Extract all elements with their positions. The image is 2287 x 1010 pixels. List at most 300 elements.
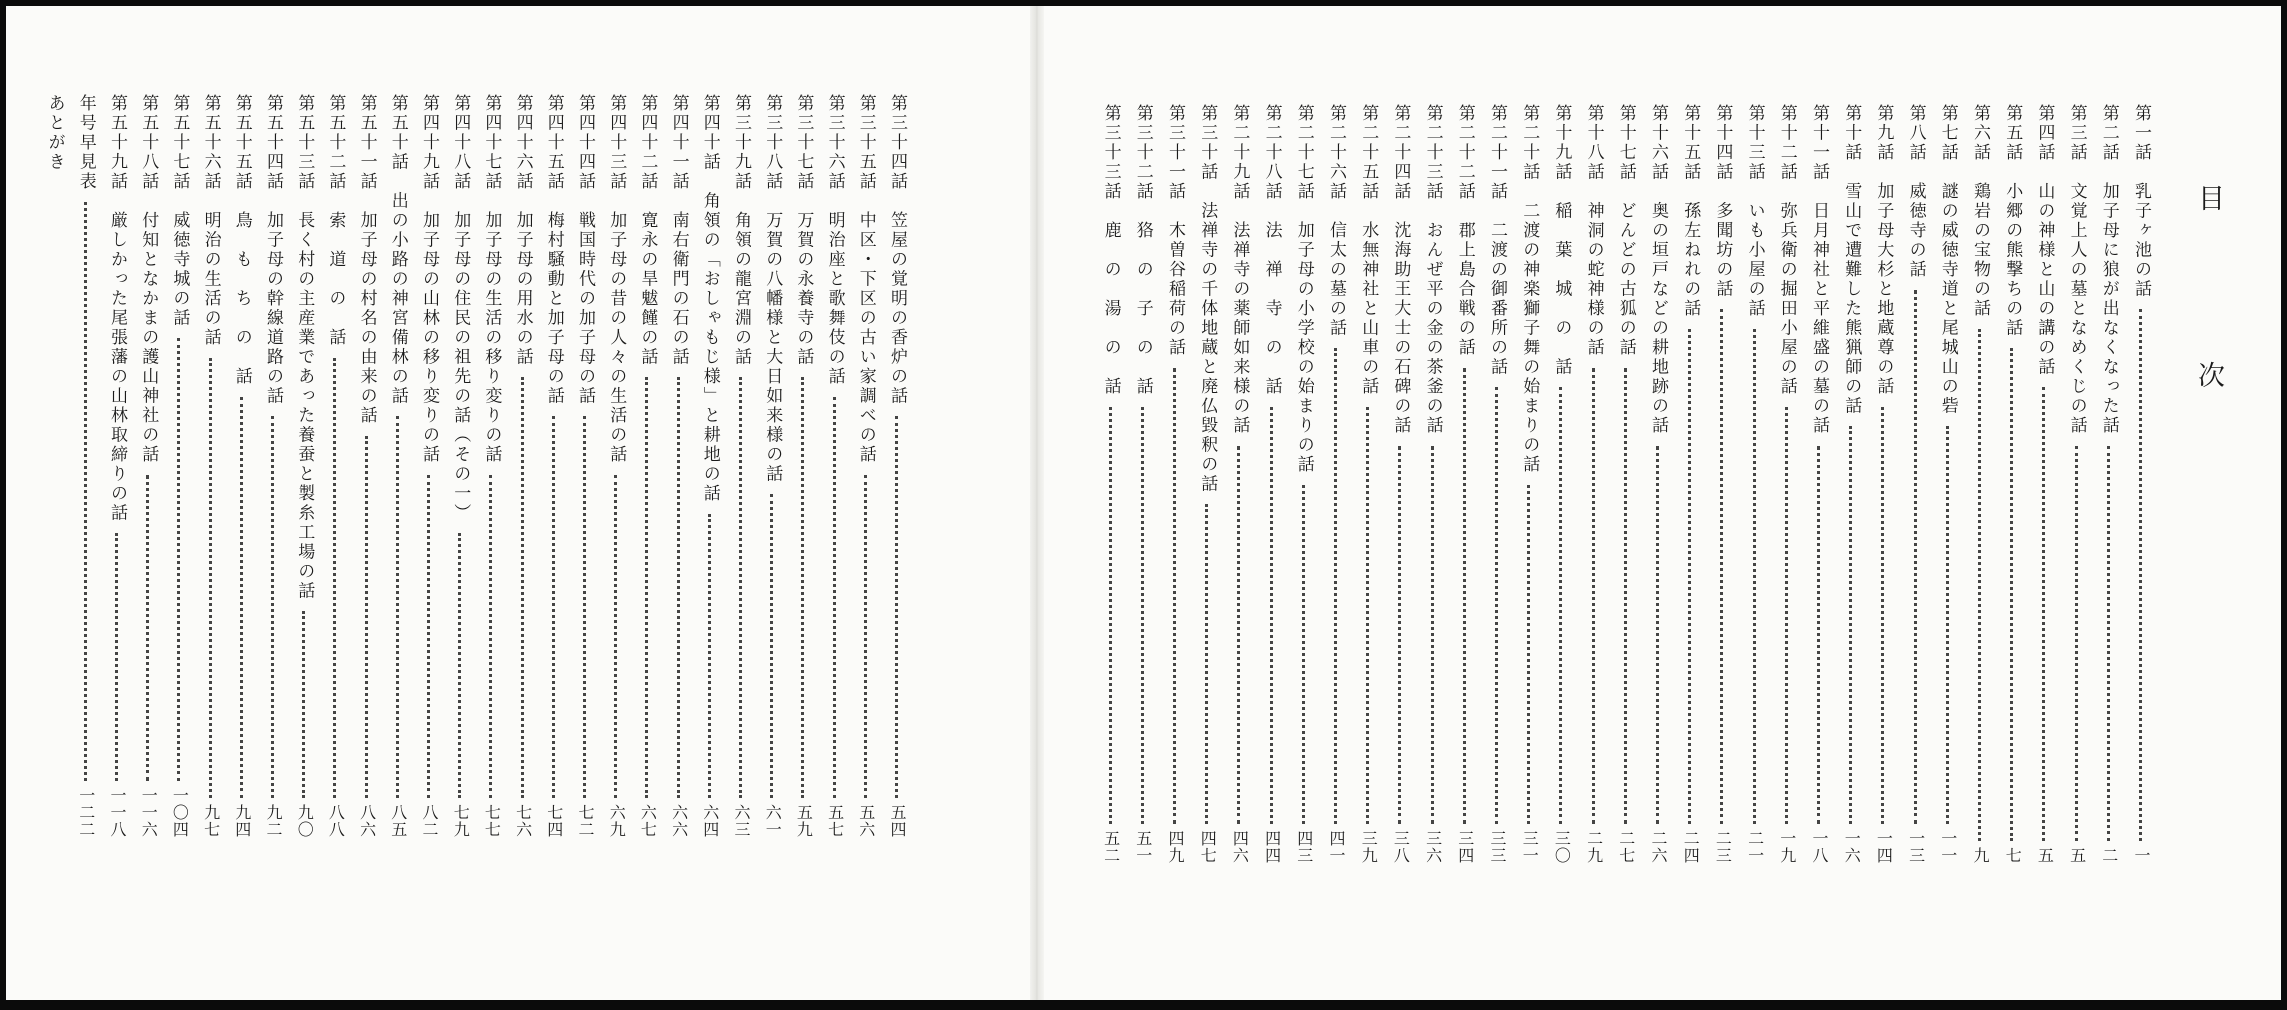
toc-entry[interactable] — [445, 6, 475, 1000]
chapter-number: 第四十一話 — [668, 94, 689, 192]
chapter-title: いも小屋の話 — [1744, 201, 1765, 319]
chapter-number: 第五十話 — [387, 94, 408, 172]
toc-entry[interactable] — [1611, 6, 1641, 1000]
toc-entry-text — [1321, 104, 1351, 338]
toc-entry[interactable] — [1353, 6, 1383, 1000]
dot-leader — [1366, 407, 1369, 825]
chapter-title: 索 道 の 話 — [325, 211, 346, 348]
toc-entry[interactable] — [788, 6, 818, 1000]
dot-leader — [1205, 504, 1208, 824]
chapter-title: 水無神社と山車の話 — [1358, 221, 1379, 397]
chapter-title: 梅村騒動と加子母の話 — [543, 211, 564, 406]
chapter-number: 第三十七話 — [793, 94, 814, 192]
dot-leader — [2042, 387, 2045, 841]
toc-entry[interactable] — [1289, 6, 1319, 1000]
toc-entry-text — [320, 94, 350, 348]
dot-leader — [1334, 348, 1337, 824]
chapter-title: 加子母の住民の祖先の話（その一） — [450, 211, 471, 523]
toc-entry-text — [851, 94, 881, 465]
chapter-title: 奥の垣戸などの耕地跡の話 — [1648, 201, 1668, 436]
toc-entry[interactable] — [414, 6, 444, 1000]
chapter-title: 万賀の永養寺の話 — [793, 211, 814, 367]
chapter-number: 年号早見表 — [75, 94, 96, 192]
toc-entry-text — [164, 94, 194, 328]
chapter-title: 加子母の幹線道路の話 — [263, 211, 283, 406]
page-number: 七七 — [482, 804, 502, 838]
page-number: 八六 — [357, 804, 377, 838]
toc-entry[interactable] — [1965, 6, 1995, 1000]
chapter-number: 第十五話 — [1680, 104, 1701, 182]
toc-entry-text — [102, 94, 132, 523]
chapter-title: 雪山で遭難した熊猟師の話 — [1841, 182, 1862, 416]
page-number: 六七 — [638, 804, 658, 838]
chapter-number: あとがき — [44, 94, 65, 172]
toc-entry[interactable] — [1224, 6, 1254, 1000]
dot-leader — [1431, 446, 1434, 825]
toc-entry-text — [1579, 104, 1609, 358]
page-number: 二 — [2099, 847, 2119, 864]
toc-entry[interactable] — [102, 6, 132, 1000]
dot-leader — [1720, 309, 1723, 824]
chapter-title: 南右衛門の石の話 — [668, 211, 689, 367]
page-number: 一一八 — [108, 787, 127, 838]
toc-entry[interactable] — [476, 6, 506, 1000]
dot-leader — [1785, 407, 1788, 825]
page-number: 七二 — [576, 804, 595, 838]
toc-entry[interactable] — [1836, 6, 1866, 1000]
toc-entry-text — [40, 94, 70, 172]
page-number: 一 — [2132, 847, 2151, 864]
toc-entry[interactable] — [1257, 6, 1287, 1000]
toc-entry-text — [1192, 104, 1222, 494]
chapter-title: 神洞の蛇神様の話 — [1583, 201, 1604, 358]
toc-entry[interactable] — [1740, 6, 1770, 1000]
page-number: 二七 — [1616, 830, 1636, 864]
toc-entry-text — [1675, 104, 1705, 319]
chapter-title: 中区・下区の古い家調べの話 — [855, 211, 876, 465]
page-number: 八二 — [420, 804, 439, 838]
page-number: 三一 — [1520, 830, 1540, 864]
chapter-title: 乳子ヶ池の話 — [2131, 182, 2151, 299]
dot-leader — [489, 475, 492, 799]
chapter-title: 加子母の小学校の始まりの話 — [1293, 221, 1314, 475]
chapter-number: 第三十六話 — [824, 94, 845, 192]
toc-entry-text — [1836, 104, 1866, 416]
toc-entry[interactable] — [133, 6, 163, 1000]
page-number: 一〇四 — [170, 787, 190, 838]
dot-leader — [708, 514, 711, 799]
page-number: 二六 — [1649, 830, 1668, 864]
toc-entry[interactable] — [757, 6, 787, 1000]
toc-entry[interactable] — [1579, 6, 1609, 1000]
chapter-number: 第三十一話 — [1165, 104, 1185, 202]
toc-entry-text — [1289, 104, 1319, 475]
toc-entry[interactable] — [258, 6, 288, 1000]
chapter-title: 厳しかった尾張藩の山林取締りの話 — [107, 211, 127, 523]
toc-entry[interactable] — [1997, 6, 2027, 1000]
dot-leader — [302, 611, 305, 798]
page-number: 九七 — [201, 804, 221, 838]
page-number: 四六 — [1230, 830, 1250, 864]
chapter-title: 木曽谷稲荷の話 — [1165, 221, 1185, 358]
toc-entry[interactable] — [2062, 6, 2092, 1000]
chapter-number: 第十七話 — [1615, 104, 1636, 182]
toc-entry-text — [1868, 104, 1898, 397]
toc-entry[interactable] — [164, 6, 194, 1000]
dot-leader — [677, 377, 680, 798]
dot-leader — [1495, 387, 1498, 824]
toc-entry[interactable] — [1321, 6, 1351, 1000]
toc-entry[interactable] — [227, 6, 257, 1000]
chapter-title: 加子母大杉と地蔵尊の話 — [1873, 182, 1894, 397]
toc-entry-text — [289, 94, 319, 601]
toc-entry-text — [1418, 104, 1448, 436]
page-number: 九四 — [232, 804, 252, 838]
dot-leader — [1946, 426, 1949, 824]
toc-entry-text — [1257, 104, 1287, 397]
toc-entry[interactable] — [726, 6, 756, 1000]
toc-entry[interactable] — [851, 6, 881, 1000]
chapter-number: 第五十九話 — [107, 94, 127, 192]
chapter-title: 郡上島合戦の話 — [1454, 221, 1475, 358]
chapter-number: 第二十六話 — [1326, 104, 1346, 202]
page-number: 一一六 — [139, 787, 159, 838]
page-number: 七四 — [544, 804, 564, 838]
toc-entry-text — [2094, 104, 2124, 436]
chapter-number: 第三十八話 — [762, 94, 783, 192]
dot-leader — [521, 377, 524, 798]
toc-entry[interactable] — [196, 6, 226, 1000]
chapter-number: 第十三話 — [1744, 104, 1765, 182]
page-number: 三八 — [1391, 830, 1411, 864]
toc-entry[interactable] — [1643, 6, 1673, 1000]
page-number: 五一 — [1133, 830, 1153, 864]
chapter-number: 第十六話 — [1648, 104, 1668, 182]
chapter-number: 第十話 — [1841, 104, 1862, 163]
page-number: 三〇 — [1552, 830, 1572, 864]
page-number: 四四 — [1262, 830, 1282, 864]
chapter-title: 鹿 の 湯 の 話 — [1100, 221, 1121, 397]
toc-entry[interactable] — [1933, 6, 1963, 1000]
dot-leader — [1463, 368, 1466, 825]
toc-entry-text — [1901, 104, 1931, 280]
toc-entry-text — [1740, 104, 1770, 319]
chapter-title: 小郷の熊撃ちの話 — [2002, 182, 2023, 338]
dot-leader — [2075, 446, 2078, 842]
toc-entry-text — [695, 94, 725, 504]
toc-entry[interactable] — [2126, 6, 2156, 1000]
toc-entry-text — [539, 94, 569, 406]
dot-leader — [2139, 309, 2142, 841]
chapter-number: 第二十七話 — [1293, 104, 1314, 202]
page-number: 一四 — [1874, 830, 1894, 864]
page-number: 五 — [2067, 847, 2087, 864]
toc-entry-text — [632, 94, 662, 367]
toc-entry-text — [227, 94, 257, 387]
toc-entry[interactable] — [1192, 6, 1222, 1000]
page-number: 五四 — [888, 804, 907, 838]
toc-entry-text — [1611, 104, 1641, 358]
chapter-number: 第五十六話 — [200, 94, 221, 192]
page-number: 五七 — [825, 804, 845, 838]
toc-entry[interactable] — [1450, 6, 1480, 1000]
chapter-number: 第六話 — [1970, 104, 1990, 163]
page-number: 八五 — [388, 804, 408, 838]
chapter-number: 第五十五話 — [231, 94, 252, 192]
toc-entry[interactable] — [1482, 6, 1512, 1000]
toc-entry[interactable] — [2094, 6, 2124, 1000]
dot-leader — [146, 475, 149, 782]
chapter-title: 鳥 も ち の 話 — [231, 211, 252, 387]
chapter-number: 第七話 — [1937, 104, 1958, 163]
toc-entry-text — [1385, 104, 1415, 436]
chapter-title: 笠屋の覚明の香炉の話 — [887, 211, 907, 406]
page-number: 一九 — [1777, 830, 1797, 864]
toc-entry[interactable] — [71, 6, 101, 1000]
toc-entry-text — [352, 94, 382, 426]
chapter-number: 第四十六話 — [512, 94, 533, 192]
chapter-title: 加子母の山林の移り変りの話 — [419, 211, 439, 465]
page-number: 一三 — [1906, 830, 1926, 864]
page-number: 四一 — [1327, 830, 1346, 864]
toc-entry-text — [1353, 104, 1383, 397]
toc-entry[interactable] — [508, 6, 538, 1000]
dot-leader — [833, 397, 836, 799]
toc-entry[interactable] — [1385, 6, 1415, 1000]
chapter-number: 第四十二話 — [637, 94, 658, 192]
chapter-title: 加子母の昔の人々の生活の話 — [606, 211, 627, 465]
dot-leader — [864, 475, 867, 799]
toc-entry[interactable] — [1772, 6, 1802, 1000]
dot-leader — [2107, 446, 2110, 842]
toc-entry-text — [757, 94, 787, 484]
toc-entry-text — [726, 94, 756, 367]
toc-entry-text — [601, 94, 631, 465]
chapter-title: 威徳寺の話 — [1905, 182, 1926, 280]
dot-leader — [427, 475, 430, 799]
page-number: 二九 — [1584, 830, 1604, 864]
chapter-number: 第十一話 — [1809, 104, 1829, 182]
page-number: 六九 — [607, 804, 627, 838]
toc-entry[interactable] — [570, 6, 600, 1000]
page-number: 三三 — [1488, 830, 1507, 864]
dot-leader — [1109, 407, 1112, 825]
toc-entry[interactable] — [383, 6, 413, 1000]
page-number: 五二 — [1101, 830, 1121, 864]
toc-entry-text — [1804, 104, 1834, 436]
chapter-number: 第十二話 — [1776, 104, 1797, 182]
chapter-title: 信太の墓の話 — [1326, 221, 1346, 338]
toc-entry[interactable] — [664, 6, 694, 1000]
chapter-number: 第二十九話 — [1229, 104, 1250, 202]
page-number: 一八 — [1810, 830, 1829, 864]
dot-leader — [458, 533, 461, 798]
chapter-number: 第四十五話 — [543, 94, 564, 192]
page-number: 六一 — [763, 804, 783, 838]
dot-leader — [115, 533, 118, 781]
toc-entry-text — [1643, 104, 1673, 436]
page-number: 九 — [1971, 847, 1990, 864]
toc-entry-text — [2062, 104, 2092, 436]
chapter-number: 第八話 — [1905, 104, 1926, 163]
toc-entry[interactable] — [601, 6, 631, 1000]
toc-entry-text — [196, 94, 226, 348]
chapter-number: 第九話 — [1873, 104, 1894, 163]
chapter-number: 第三十二話 — [1132, 104, 1153, 202]
page-number: 九〇 — [295, 804, 315, 838]
page-number: 五九 — [794, 804, 814, 838]
toc-entry[interactable] — [1675, 6, 1705, 1000]
chapter-number: 第一話 — [2131, 104, 2151, 163]
chapter-title: 加子母の用水の話 — [512, 211, 533, 367]
chapter-title: 狢 の 子 の 話 — [1132, 221, 1153, 397]
toc-entry[interactable] — [1418, 6, 1448, 1000]
book-gutter — [1030, 6, 1044, 1000]
dot-leader — [552, 416, 555, 798]
toc-entry-text — [1965, 104, 1995, 319]
toc-entry-text — [1997, 104, 2027, 338]
page-number: 六四 — [700, 804, 720, 838]
toc-entry-text — [1128, 104, 1158, 397]
toc-entry-text — [2029, 104, 2059, 377]
chapter-title: 明治座と歌舞伎の話 — [824, 211, 845, 387]
page-number: 五六 — [856, 804, 876, 838]
toc-entry[interactable] — [1546, 6, 1576, 1000]
page-number: 三六 — [1423, 830, 1443, 864]
toc-entry[interactable] — [539, 6, 569, 1000]
page-number: 九二 — [264, 804, 283, 838]
chapter-number: 第五十八話 — [138, 94, 159, 192]
toc-entry[interactable] — [1128, 6, 1158, 1000]
chapter-title: 二渡の御番所の話 — [1487, 221, 1507, 377]
chapter-number: 第五十七話 — [169, 94, 190, 192]
chapter-number: 第十八話 — [1583, 104, 1604, 182]
chapter-number: 第四十話 — [699, 94, 720, 172]
toc-entry[interactable] — [1514, 6, 1544, 1000]
dot-leader — [739, 377, 742, 798]
dot-leader — [1914, 290, 1917, 825]
page-number: 六六 — [669, 804, 689, 838]
chapter-number: 第三十三話 — [1100, 104, 1121, 202]
toc-entry-text — [570, 94, 600, 406]
page-number: 七九 — [451, 804, 471, 838]
dot-leader — [1624, 368, 1627, 825]
chapter-title: 法 禅 寺 の 話 — [1261, 221, 1282, 397]
toc-entry[interactable] — [1804, 6, 1834, 1000]
page-number: 三四 — [1455, 830, 1475, 864]
dot-leader — [645, 377, 648, 798]
toc-entry[interactable] — [820, 6, 850, 1000]
dot-leader — [583, 416, 586, 798]
chapter-title: どんどの古狐の話 — [1615, 201, 1636, 358]
toc-entry[interactable] — [289, 6, 319, 1000]
dot-leader — [1237, 446, 1240, 825]
chapter-title: 加子母に狼が出なくなった話 — [2098, 182, 2119, 436]
chapter-title: 山の神様と山の講の話 — [2034, 182, 2055, 377]
toc-entry[interactable] — [1707, 6, 1737, 1000]
toc-entry-text — [476, 94, 506, 465]
toc-entry[interactable] — [352, 6, 382, 1000]
dot-leader — [1978, 329, 1981, 842]
chapter-title: 謎の威徳寺道と尾城山の砦 — [1937, 182, 1958, 416]
toc-entry-text — [1514, 104, 1544, 475]
chapter-number: 第四十七話 — [481, 94, 502, 192]
page-number: 四九 — [1166, 830, 1185, 864]
chapter-number: 第三十九話 — [731, 94, 751, 192]
chapter-title: 角領の龍宮淵の話 — [731, 211, 751, 367]
dot-leader — [895, 416, 898, 798]
chapter-title: 万賀の八幡様と大日如来様の話 — [762, 211, 783, 484]
chapter-number: 第四十三話 — [606, 94, 627, 192]
toc-entry[interactable] — [40, 6, 70, 1000]
dot-leader — [396, 416, 399, 798]
toc-entry[interactable] — [882, 6, 912, 1000]
page-number: 一一 — [1938, 830, 1958, 864]
toc-entry-text — [788, 94, 818, 367]
page-number: 一六 — [1842, 830, 1862, 864]
toc-heading: 目次 — [2193, 184, 2224, 538]
toc-entry-text — [414, 94, 444, 465]
chapter-title: 二渡の神楽獅子舞の始まりの話 — [1519, 201, 1540, 475]
dot-leader — [1302, 485, 1305, 825]
dot-leader — [801, 377, 804, 798]
toc-entry[interactable] — [1868, 6, 1898, 1000]
dot-leader — [271, 416, 274, 798]
chapter-number: 第四十九話 — [419, 94, 439, 192]
toc-entry[interactable] — [1096, 6, 1126, 1000]
dot-leader — [1849, 426, 1852, 824]
dot-leader — [1173, 368, 1176, 825]
dot-leader — [770, 494, 773, 798]
page-number: 七 — [2003, 847, 2023, 864]
chapter-number: 第十四話 — [1712, 104, 1733, 182]
dot-leader — [1270, 407, 1273, 825]
toc-entry-text — [1772, 104, 1802, 397]
chapter-number: 第二十一話 — [1487, 104, 1507, 202]
chapter-number: 第三話 — [2066, 104, 2087, 163]
dot-leader — [209, 358, 212, 799]
page-number: 三九 — [1359, 830, 1379, 864]
chapter-title: 出の小路の神宮備林の話 — [387, 191, 408, 406]
page-number: 二一 — [1745, 830, 1765, 864]
toc-entry[interactable] — [2029, 6, 2059, 1000]
toc-entry[interactable] — [632, 6, 662, 1000]
chapter-number: 第五十二話 — [325, 94, 346, 192]
left-page — [6, 6, 1030, 1000]
toc-entry-text — [1482, 104, 1512, 377]
toc-entry-text — [2126, 104, 2156, 299]
page-number: 四三 — [1294, 830, 1314, 864]
toc-entry[interactable] — [1160, 6, 1190, 1000]
chapter-title: 鶏岩の宝物の話 — [1970, 182, 1990, 319]
dot-leader — [1817, 446, 1820, 825]
toc-entry[interactable] — [695, 6, 725, 1000]
toc-entry[interactable] — [1901, 6, 1931, 1000]
toc-entry-text — [71, 94, 101, 192]
chapter-title: 加子母の生活の移り変りの話 — [481, 211, 502, 465]
chapter-number: 第二十八話 — [1261, 104, 1282, 202]
chapter-number: 第二十五話 — [1358, 104, 1379, 202]
dot-leader — [1527, 485, 1530, 825]
toc-entry-text — [664, 94, 694, 367]
chapter-title: 孫左ねれの話 — [1680, 201, 1701, 319]
dot-leader — [1559, 387, 1562, 824]
toc-entry-text — [820, 94, 850, 387]
toc-entry-text — [1707, 104, 1737, 299]
toc-entry[interactable] — [320, 6, 350, 1000]
toc-entry-text — [445, 94, 475, 523]
page-number: 六三 — [732, 804, 751, 838]
